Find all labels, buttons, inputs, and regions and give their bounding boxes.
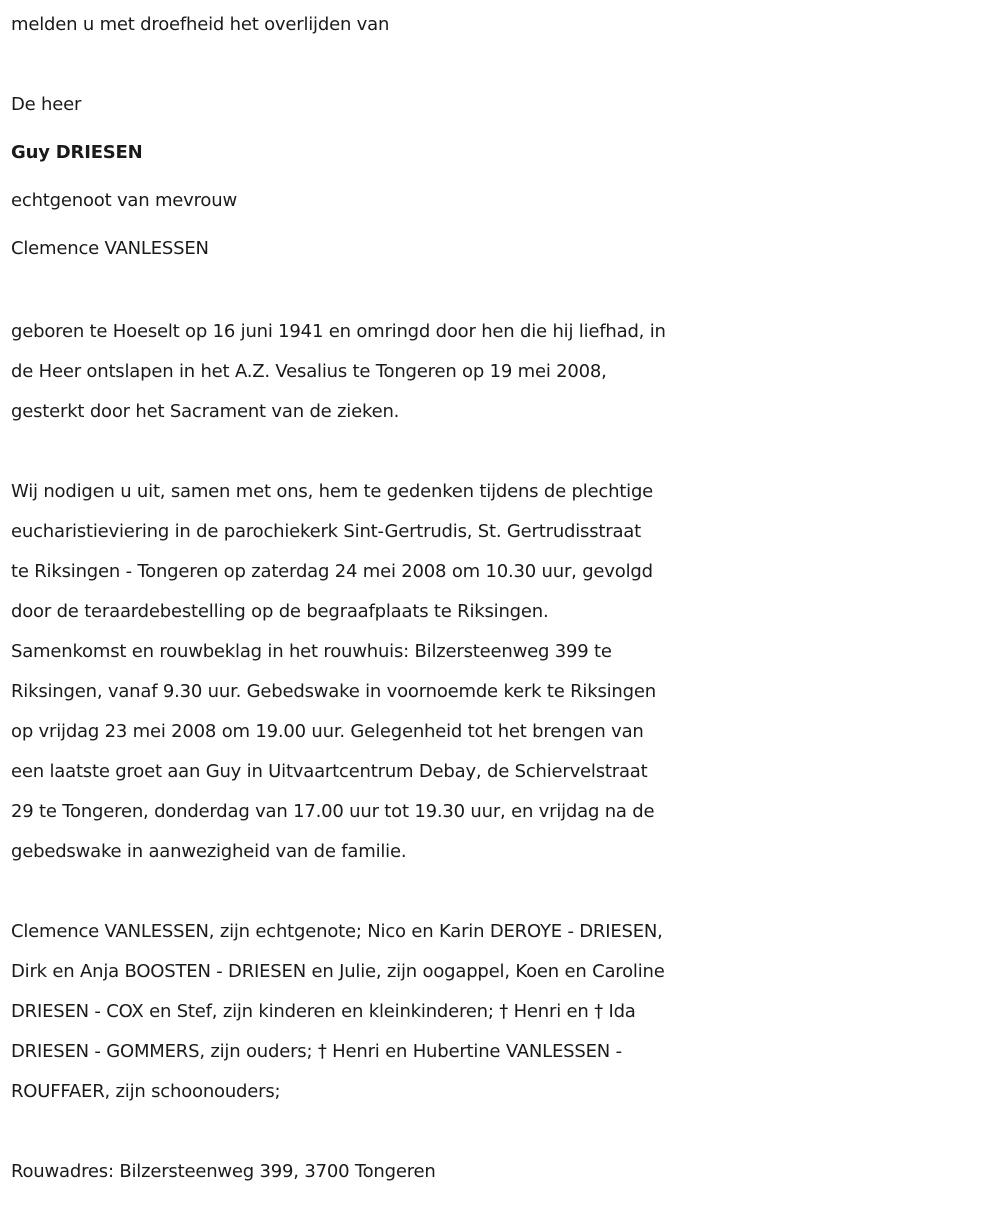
- family-paragraph: [11, 912, 996, 1112]
- paragraph-line: een laatste groet aan Guy in Uitvaartcentrum Debay, de Schiervelstraat: [11, 761, 648, 782]
- paragraph-line: door de teraardebestelling op de begraafplaats te Riksingen.: [11, 601, 549, 622]
- deceased-name: Guy DRIESEN: [11, 142, 143, 163]
- spouse-name: Clemence VANLESSEN: [11, 238, 209, 259]
- paragraph-line: DRIESEN - GOMMERS, zijn ouders; † Henri en Hubertine VANLESSEN -: [11, 1041, 622, 1062]
- invitation-paragraph: [11, 472, 996, 872]
- paragraph-line: Samenkomst en rouwbeklag in het rouwhuis: Bilzersteenweg 399 te: [11, 641, 612, 662]
- paragraph-line: Wij nodigen u uit, samen met ons, hem te gedenken tijdens de plechtige: [11, 481, 654, 502]
- paragraph-line: ROUFFAER, zijn schoonouders;: [11, 1081, 281, 1102]
- paragraph-line: geboren te Hoeselt op 16 juni 1941 en omringd door hen die hij liefhad, in: [11, 321, 666, 342]
- intro-line: melden u met droefheid het overlijden van: [11, 14, 390, 35]
- relation-line: echtgenoot van mevrouw: [11, 190, 237, 211]
- paragraph-line: 29 te Tongeren, donderdag van 17.00 uur tot 19.30 uur, en vrijdag na de: [11, 801, 655, 822]
- birth-death-paragraph: [11, 312, 996, 432]
- paragraph-line: te Riksingen - Tongeren op zaterdag 24 mei 2008 om 10.30 uur, gevolgd: [11, 561, 653, 582]
- paragraph-line: gebedswake in aanwezigheid van de familie.: [11, 841, 407, 862]
- paragraph-line: Clemence VANLESSEN, zijn echtgenote; Nico en Karin DEROYE - DRIESEN,: [11, 921, 663, 942]
- paragraph-line: Dirk en Anja BOOSTEN - DRIESEN en Julie, zijn oogappel, Koen en Caroline: [11, 961, 665, 982]
- honorific: De heer: [11, 94, 82, 115]
- mourning-address: Rouwadres: Bilzersteenweg 399, 3700 Tongeren: [11, 1161, 436, 1182]
- paragraph-line: op vrijdag 23 mei 2008 om 19.00 uur. Gelegenheid tot het brengen van: [11, 721, 644, 742]
- paragraph-line: DRIESEN - COX en Stef, zijn kinderen en kleinkinderen; † Henri en † Ida: [11, 1001, 636, 1022]
- paragraph-line: Riksingen, vanaf 9.30 uur. Gebedswake in voornoemde kerk te Riksingen: [11, 681, 656, 702]
- paragraph-line: eucharistieviering in de parochiekerk Sint-Gertrudis, St. Gertrudisstraat: [11, 521, 641, 542]
- obituary-notice: [11, 0, 996, 1192]
- paragraph-line: de Heer ontslapen in het A.Z. Vesalius te Tongeren op 19 mei 2008,: [11, 361, 607, 382]
- paragraph-line: gesterkt door het Sacrament van de zieken.: [11, 401, 400, 422]
